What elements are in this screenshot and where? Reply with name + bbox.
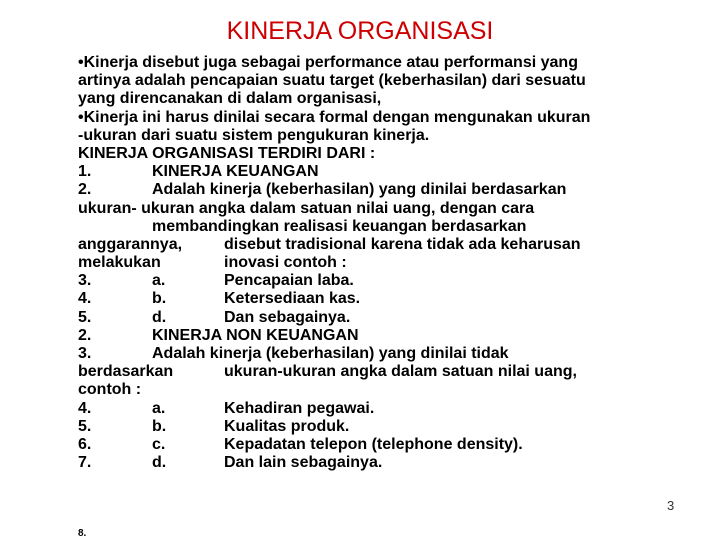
body-text: 4. <box>78 399 92 417</box>
body-text: melakukan <box>78 254 161 272</box>
body-line <box>78 236 678 254</box>
body-text: a. <box>152 272 166 290</box>
body-line <box>78 381 678 399</box>
body-line <box>78 345 678 363</box>
body-line <box>78 327 678 345</box>
body-text: 1. <box>78 163 92 181</box>
body-text: Ketersediaan kas. <box>224 290 361 308</box>
body-text: Kepadatan telepon (telephone density). <box>224 435 523 453</box>
body-line <box>78 200 678 218</box>
body-line <box>78 290 678 308</box>
body-text: Dan sebagainya. <box>224 308 351 326</box>
body-line <box>78 309 678 327</box>
body-text: •Kinerja ini harus dinilai secara formal dengan mengunakan ukuran <box>78 108 591 126</box>
body-text: 3. <box>78 272 92 290</box>
body-text: artinya adalah pencapaian suatu target (keberhasilan) dari sesuatu <box>78 72 586 90</box>
body-line <box>78 436 678 454</box>
body-line <box>78 127 678 145</box>
body-line <box>78 145 678 163</box>
body-line <box>78 54 678 72</box>
body-line <box>78 181 678 199</box>
body-text: ukuran- ukuran angka dalam satuan nilai uang, dengan cara <box>78 199 535 217</box>
trailing-list-marker: 8. <box>78 528 87 539</box>
body-text: yang direncanakan di dalam organisasi, <box>78 90 382 108</box>
body-text: Dan lain sebagainya. <box>224 454 383 472</box>
body-text: 4. <box>78 290 92 308</box>
body-line <box>78 109 678 127</box>
body-line <box>78 163 678 181</box>
body-text: ukuran-ukuran angka dalam satuan nilai uang, <box>224 363 577 381</box>
body-text: a. <box>152 399 166 417</box>
body-line <box>78 254 678 272</box>
body-line <box>78 90 678 108</box>
body-text: b. <box>152 417 167 435</box>
body-text: 7. <box>78 454 92 472</box>
body-text: Adalah kinerja (keberhasilan) yang dinilai berdasarkan <box>152 181 567 199</box>
body-text: 3. <box>78 345 92 362</box>
body-line <box>78 418 678 436</box>
body-text: 2. <box>78 326 92 344</box>
body-text: Kualitas produk. <box>224 417 350 435</box>
body-text: Pencapaian laba. <box>224 272 354 290</box>
body-text: KINERJA NON KEUANGAN <box>152 326 359 344</box>
body-text: KINERJA ORGANISASI TERDIRI DARI : <box>78 144 376 162</box>
body-text: Kehadiran pegawai. <box>224 399 375 417</box>
body-text: -ukuran dari suatu sistem pengukuran kinerja. <box>78 126 430 144</box>
body-text: berdasarkan <box>78 363 174 381</box>
body-text: d. <box>152 308 167 326</box>
slide-body <box>78 54 678 472</box>
body-text: Adalah kinerja (keberhasilan) yang dinilai tidak <box>152 345 509 362</box>
body-line <box>78 72 678 90</box>
body-text: •Kinerja disebut juga sebagai performance atau performansi yang <box>78 54 578 71</box>
body-text: 6. <box>78 435 92 453</box>
body-line <box>78 218 678 236</box>
body-line <box>78 400 678 418</box>
body-text: KINERJA KEUANGAN <box>152 163 319 181</box>
body-line <box>78 272 678 290</box>
body-line <box>78 363 678 381</box>
body-text: contoh : <box>78 381 142 399</box>
page-number: 3 <box>667 498 675 513</box>
slide-title: KINERJA ORGANISASI <box>226 17 494 45</box>
body-text: membandingkan realisasi keuangan berdasarkan <box>152 217 527 235</box>
body-text: d. <box>152 454 167 472</box>
body-line <box>78 454 678 472</box>
body-text: 2. <box>78 181 92 199</box>
body-text: disebut tradisional karena tidak ada keharusan <box>224 235 581 253</box>
body-text: 5. <box>78 308 92 326</box>
body-text: anggarannya, <box>78 235 183 253</box>
body-text: c. <box>152 435 166 453</box>
body-text: 5. <box>78 417 92 435</box>
body-text: inovasi contoh : <box>224 254 347 272</box>
body-text: b. <box>152 290 167 308</box>
